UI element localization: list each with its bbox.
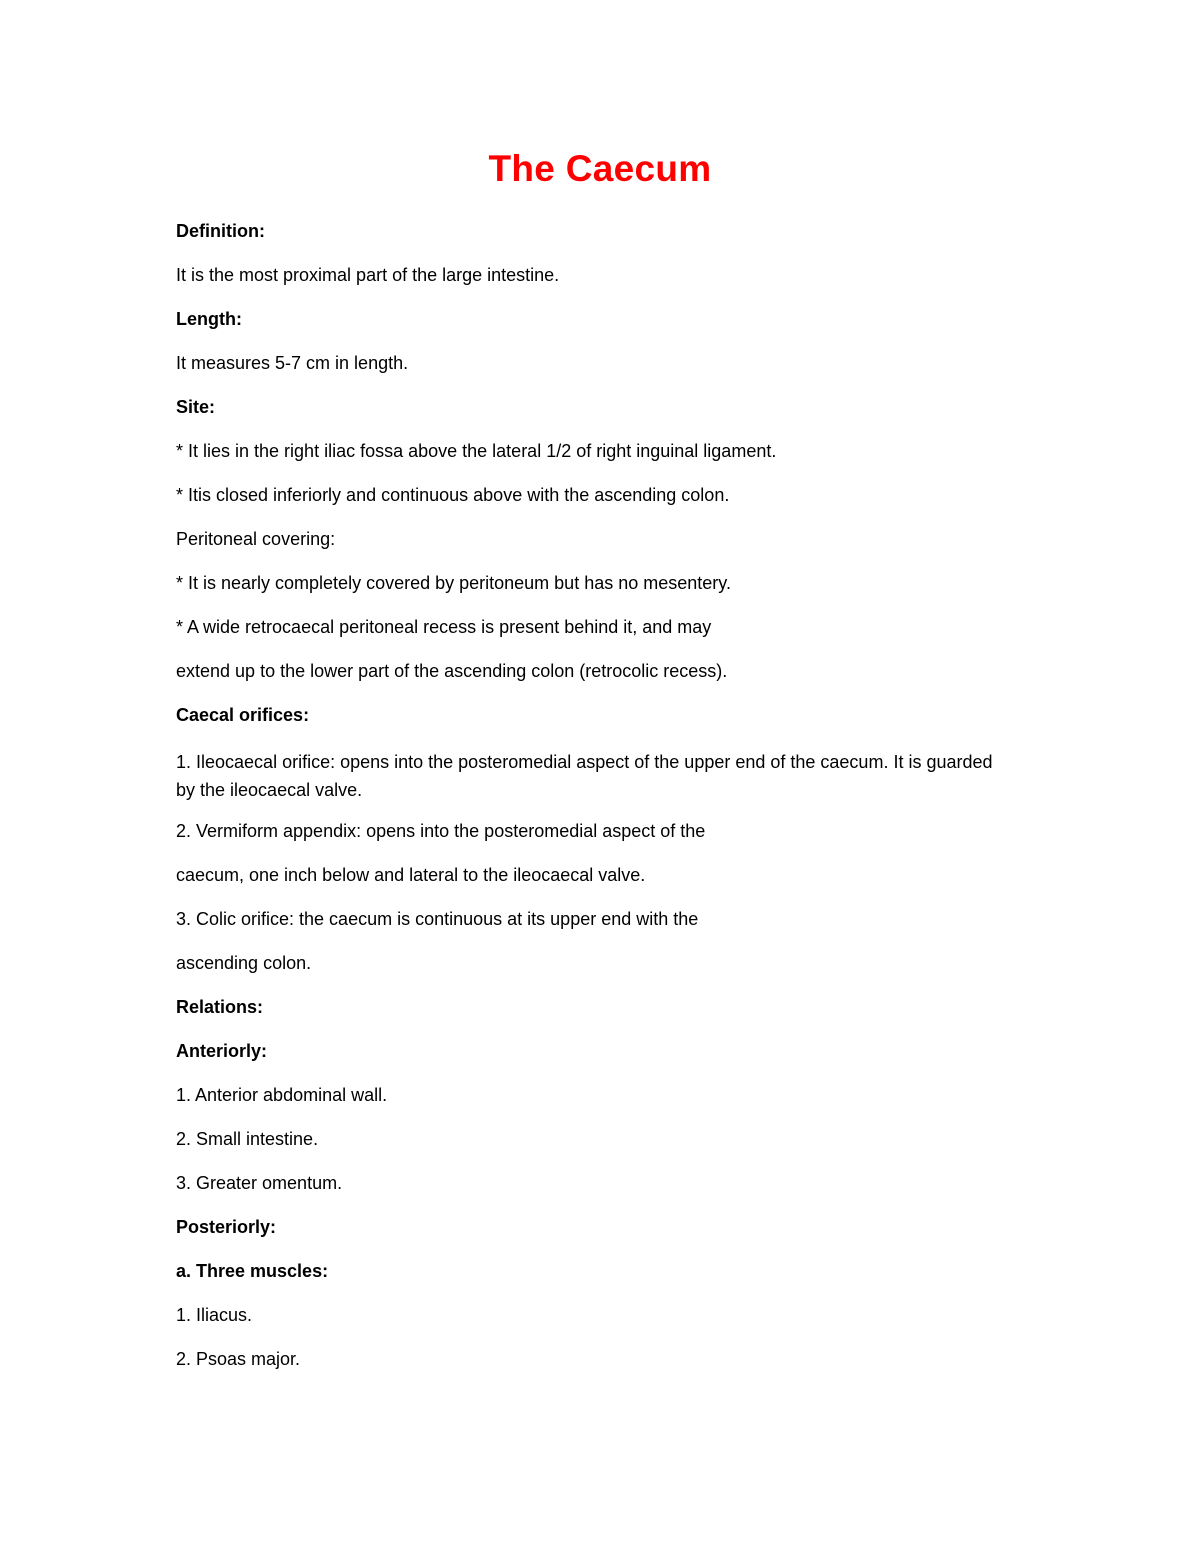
orifice-2: 2. Vermiform appendix: opens into the posteromedial aspect of the [176,821,706,841]
document-body [176,220,1024,1370]
orifice-3: 3. Colic orifice: the caecum is continuous at its upper end with the [176,909,699,929]
site-heading: Site: [176,397,216,417]
anterior-2: 2. Small intestine. [176,1129,319,1149]
relations-heading: Relations: [176,997,264,1017]
length-text: It measures 5-7 cm in length. [176,353,409,373]
site-point-2: * Itis closed inferiorly and continuous above with the ascending colon. [176,485,730,505]
peritoneal-point-1: * It is nearly completely covered by peritoneum but has no mesentery. [176,573,731,593]
anterior-1: 1. Anterior abdominal wall. [176,1085,388,1105]
muscle-2: 2. Psoas major. [176,1349,301,1369]
definition-text: It is the most proximal part of the large intestine. [176,265,560,285]
orifice-3-cont: ascending colon. [176,953,312,973]
muscle-1: 1. Iliacus. [176,1305,253,1325]
peritoneal-point-2: * A wide retrocaecal peritoneal recess is present behind it, and may [176,617,712,637]
anteriorly-heading: Anteriorly: [176,1041,268,1061]
length-heading: Length: [176,309,242,329]
page-title: The Caecum [488,148,712,189]
definition-heading: Definition: [176,221,265,241]
peritoneal-point-2-cont: extend up to the lower part of the ascending colon (retrocolic recess). [176,661,728,681]
site-point-1: * It lies in the right iliac fossa above the lateral 1/2 of right inguinal ligament. [176,441,777,461]
muscles-heading: a. Three muscles: [176,1261,329,1281]
orifice-1: 1. Ileocaecal orifice: opens into the posteromedial aspect of the upper end of the caecum. It is guarded by the ileocaecal valve. [176,752,993,800]
orifices-heading: Caecal orifices: [176,705,310,725]
posteriorly-heading: Posteriorly: [176,1217,277,1237]
anterior-3: 3. Greater omentum. [176,1173,343,1193]
peritoneal-heading: Peritoneal covering: [176,529,336,549]
orifice-2-cont: caecum, one inch below and lateral to the ileocaecal valve. [176,865,646,885]
